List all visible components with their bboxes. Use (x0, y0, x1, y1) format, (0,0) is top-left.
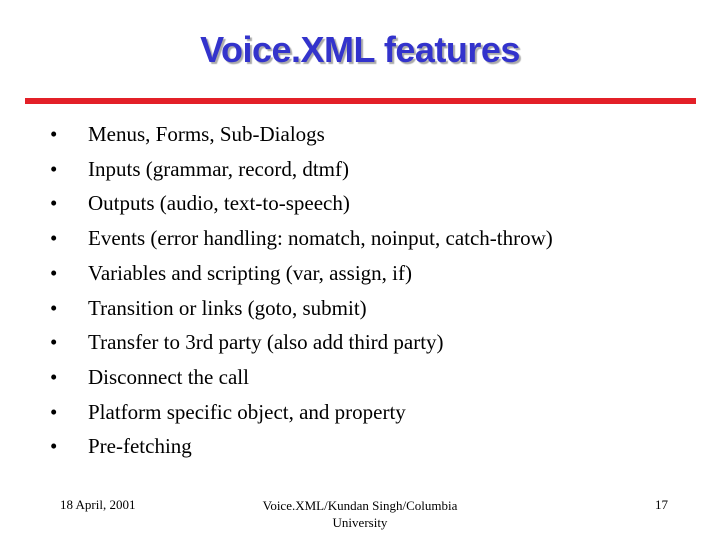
list-item-text: Pre-fetching (88, 434, 192, 459)
list-item-text: Menus, Forms, Sub-Dialogs (88, 122, 325, 146)
list-item (50, 117, 553, 152)
list-item (50, 360, 553, 395)
list-item-text: Inputs (grammar, record, dtmf) (88, 156, 349, 181)
list-item (50, 325, 553, 360)
bullet-icon: • (50, 330, 58, 355)
list-item (50, 186, 553, 221)
list-item-text: Transfer to 3rd party (also add third party) (88, 330, 444, 355)
list-item (50, 221, 553, 256)
list-item-text: Variables and scripting (var, assign, if) (88, 260, 412, 285)
bullet-icon: • (50, 364, 58, 389)
list-item (50, 256, 553, 291)
bullet-icon: • (50, 260, 58, 285)
bullet-icon: • (50, 191, 58, 216)
page-number: 17 (655, 497, 668, 512)
slide-title: Voice.XML features (200, 29, 520, 70)
list-item (50, 429, 553, 464)
list-item (50, 395, 553, 430)
bullet-icon: • (50, 399, 58, 424)
footer-source: Voice.XML/Kundan Singh/Columbia University (262, 498, 458, 530)
list-item-text: Outputs (audio, text-to-speech) (88, 191, 350, 216)
title-divider (25, 98, 696, 104)
list-item-text: Events (error handling: nomatch, noinput, catch-throw) (88, 226, 553, 251)
feature-list (50, 117, 553, 464)
bullet-icon: • (50, 434, 58, 459)
bullet-icon: • (50, 156, 58, 181)
list-item (50, 291, 553, 326)
list-item-text: Platform specific object, and property (88, 399, 406, 424)
list-item-text: Disconnect the call (88, 364, 249, 389)
bullet-icon: • (50, 295, 58, 320)
bullet-icon: • (50, 122, 58, 146)
footer-date: 18 April, 2001 (60, 497, 136, 512)
list-item (50, 152, 553, 187)
bullet-icon: • (50, 226, 58, 251)
list-item-text: Transition or links (goto, submit) (88, 295, 367, 320)
